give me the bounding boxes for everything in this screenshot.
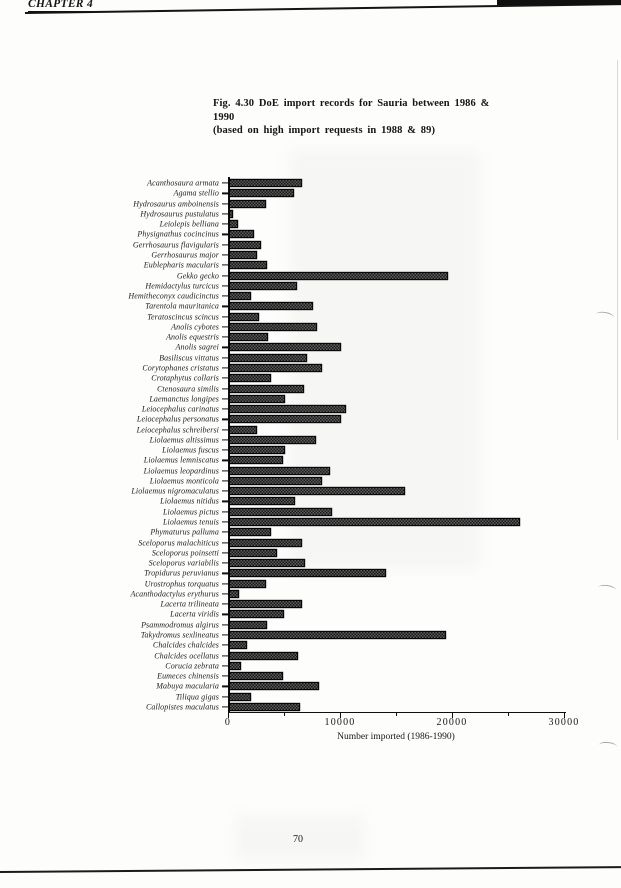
category-label: Hemitheconyx caudicinctus <box>128 291 219 301</box>
category-label: Liolaemus altissimus <box>149 435 219 445</box>
category-label: Lacerta trilineata <box>160 599 219 609</box>
y-axis-tick <box>222 296 228 297</box>
y-axis-tick <box>222 501 228 502</box>
category-label: Hydrosaurus amboinensis <box>133 199 219 209</box>
y-axis-tick <box>222 634 228 635</box>
bar <box>229 313 259 321</box>
y-axis-tick <box>222 532 228 533</box>
bar <box>229 292 251 300</box>
x-tick-label: 20000 <box>436 717 468 728</box>
y-axis-tick <box>222 265 228 266</box>
y-axis-tick <box>222 254 228 255</box>
bar <box>229 220 238 228</box>
figure-caption-line2: (based on high import requests in 1988 & 89) <box>213 125 436 136</box>
x-axis-tick-minor <box>284 713 285 716</box>
bar <box>229 600 302 608</box>
bar <box>229 672 283 680</box>
bar <box>229 282 297 290</box>
y-axis-tick <box>222 285 228 286</box>
y-axis-tick <box>222 552 228 553</box>
y-axis-tick <box>222 542 228 543</box>
bar <box>229 590 239 598</box>
x-axis-tick-minor <box>508 713 509 716</box>
category-label: Sceloporus malachiticus <box>138 538 219 548</box>
category-label: Liolaemus nitidus <box>160 496 219 506</box>
y-axis-tick <box>222 316 228 317</box>
x-axis-title: Number imported (1986-1990) <box>337 732 455 742</box>
category-label: Phymaturus palluma <box>150 527 219 537</box>
y-axis-tick <box>222 521 228 522</box>
y-axis-tick <box>222 686 228 687</box>
category-label: Corucia zebrata <box>165 661 219 671</box>
bar <box>229 580 266 588</box>
y-axis-tick <box>222 511 228 512</box>
category-label: Psammodromus algirus <box>141 620 219 630</box>
bar <box>229 395 285 403</box>
category-label: Liolaemus fuscus <box>162 445 219 455</box>
bar <box>229 189 294 197</box>
scan-smudge <box>290 150 480 570</box>
category-label: Acanthodactylus erythurus <box>130 589 219 599</box>
bar <box>229 374 271 382</box>
y-axis-tick <box>222 563 228 564</box>
bar <box>229 621 267 629</box>
bar <box>229 693 251 701</box>
category-label: Gerrhosaurus major <box>151 250 219 260</box>
y-axis-tick <box>222 408 228 409</box>
category-label: Hemidactylus turcicus <box>145 281 219 291</box>
scan-smudge <box>235 815 365 860</box>
y-axis-tick <box>222 306 228 307</box>
figure-caption-line1: Fig. 4.30 DoE import records for Sauria between 1986 & 1990 <box>213 98 490 123</box>
y-axis-tick <box>222 604 228 605</box>
bar <box>229 230 254 238</box>
category-label: Leiolepis belliana <box>159 219 219 229</box>
y-axis-tick <box>222 675 228 676</box>
y-axis-tick <box>222 573 228 574</box>
category-label: Liolaemus lemniscatus <box>143 455 219 465</box>
y-axis-tick <box>222 491 228 492</box>
category-label: Liolaemus leopardinus <box>143 466 219 476</box>
category-label: Leiocephalus carinatus <box>141 404 219 414</box>
category-label: Anolis equestris <box>166 332 219 342</box>
category-label: Leiocephalus schreibersi <box>136 425 219 435</box>
y-axis-tick <box>222 696 228 697</box>
y-axis-tick <box>222 203 228 204</box>
category-label: Anolis cybotes <box>171 322 219 332</box>
category-label: Eumeces chinensis <box>157 671 219 681</box>
y-axis-tick <box>222 244 228 245</box>
category-label: Tiliqua gigas <box>175 692 219 702</box>
category-label: Anolis sagrei <box>175 342 219 352</box>
y-axis-tick <box>222 450 228 451</box>
y-axis-tick <box>222 706 228 707</box>
y-axis-tick <box>222 275 228 276</box>
y-axis-tick <box>222 480 228 481</box>
y-axis-tick <box>222 367 228 368</box>
y-axis-tick <box>222 326 228 327</box>
category-label: Corytophanes cristatus <box>142 363 219 373</box>
category-label: Acanthosaura armata <box>147 178 219 188</box>
bar <box>229 549 277 557</box>
y-axis-tick <box>222 234 228 235</box>
category-label: Urostrophus torquatus <box>144 579 219 589</box>
y-axis-tick <box>222 183 228 184</box>
category-label: Tarentola mauritanica <box>145 301 219 311</box>
bar <box>229 652 298 660</box>
y-axis-tick <box>222 439 228 440</box>
bar <box>229 446 285 454</box>
category-label: Liolaemus monticola <box>149 476 219 486</box>
bar <box>229 569 386 577</box>
x-tick-label: 10000 <box>324 717 356 728</box>
category-label: Chalcides chalcides <box>152 640 219 650</box>
y-axis-tick <box>222 213 228 214</box>
y-axis-tick <box>222 429 228 430</box>
category-label: Liolaemus pictus <box>162 507 219 517</box>
bar <box>229 241 261 249</box>
category-label: Chalcides ocellatus <box>154 651 219 661</box>
category-label: Gerrhosaurus flavigularis <box>132 240 219 250</box>
category-label: Liolaemus nigromaculatus <box>131 486 219 496</box>
bar <box>229 333 268 341</box>
category-label: Physignathus cocincinus <box>137 229 219 239</box>
category-label: Gekko gecko <box>176 271 219 281</box>
category-label: Mabuya macularia <box>156 681 219 691</box>
y-axis-tick <box>222 193 228 194</box>
bar <box>229 251 257 259</box>
y-axis-tick <box>222 224 228 225</box>
category-label: Basiliscus vittatus <box>159 353 219 363</box>
y-axis-tick <box>222 645 228 646</box>
category-label: Liolaemus tenuis <box>162 517 219 527</box>
chapter-heading: CHAPTER 4 <box>28 0 94 10</box>
category-label: Teratoscincus scincus <box>147 312 219 322</box>
bar <box>229 200 266 208</box>
category-label: Ctenosaura similis <box>156 384 219 394</box>
category-label: Sceloporus variabilis <box>148 558 219 568</box>
y-axis-tick <box>222 388 228 389</box>
bar <box>229 682 319 690</box>
bar <box>229 662 241 670</box>
x-tick-label: 30000 <box>548 717 580 728</box>
bar <box>229 641 247 649</box>
y-axis-tick <box>222 655 228 656</box>
y-axis-tick <box>222 593 228 594</box>
bar <box>229 210 233 218</box>
y-axis-tick <box>222 378 228 379</box>
category-label: Eublepharis macularis <box>143 260 219 270</box>
category-label: Takydromus sexlineatus <box>140 630 219 640</box>
bar <box>229 610 284 618</box>
bar <box>229 703 300 711</box>
y-axis-tick <box>222 583 228 584</box>
y-axis-tick <box>222 347 228 348</box>
bar <box>229 497 295 505</box>
y-axis-tick <box>222 470 228 471</box>
y-axis-tick <box>222 357 228 358</box>
x-axis-tick-minor <box>396 713 397 716</box>
category-label: Hydrosaurus pustulatus <box>140 209 219 219</box>
category-label: Callopistes maculatus <box>146 702 219 712</box>
y-axis-tick <box>222 624 228 625</box>
y-axis-tick <box>222 337 228 338</box>
y-axis-tick <box>222 665 228 666</box>
page-number: 70 <box>293 834 303 845</box>
scan-edge-artifact <box>617 60 618 440</box>
y-axis-tick <box>222 398 228 399</box>
bar <box>229 456 283 464</box>
x-tick-label: 0 <box>224 717 232 728</box>
category-label: Laemanctus longipes <box>149 394 219 404</box>
category-label: Leiocephalus personatus <box>136 414 219 424</box>
category-label: Lacerta viridis <box>170 609 219 619</box>
category-label: Sceloporus poinsetti <box>151 548 219 558</box>
bar <box>229 261 267 269</box>
y-axis-tick <box>222 614 228 615</box>
category-label: Crotaphytus collaris <box>151 373 219 383</box>
bar <box>229 631 446 639</box>
bar <box>229 528 271 536</box>
bar <box>229 426 257 434</box>
y-axis-tick <box>222 460 228 461</box>
y-axis-tick <box>222 419 228 420</box>
category-label: Tropidurus peruvianus <box>144 568 219 578</box>
category-label: Agama stellio <box>173 188 219 198</box>
